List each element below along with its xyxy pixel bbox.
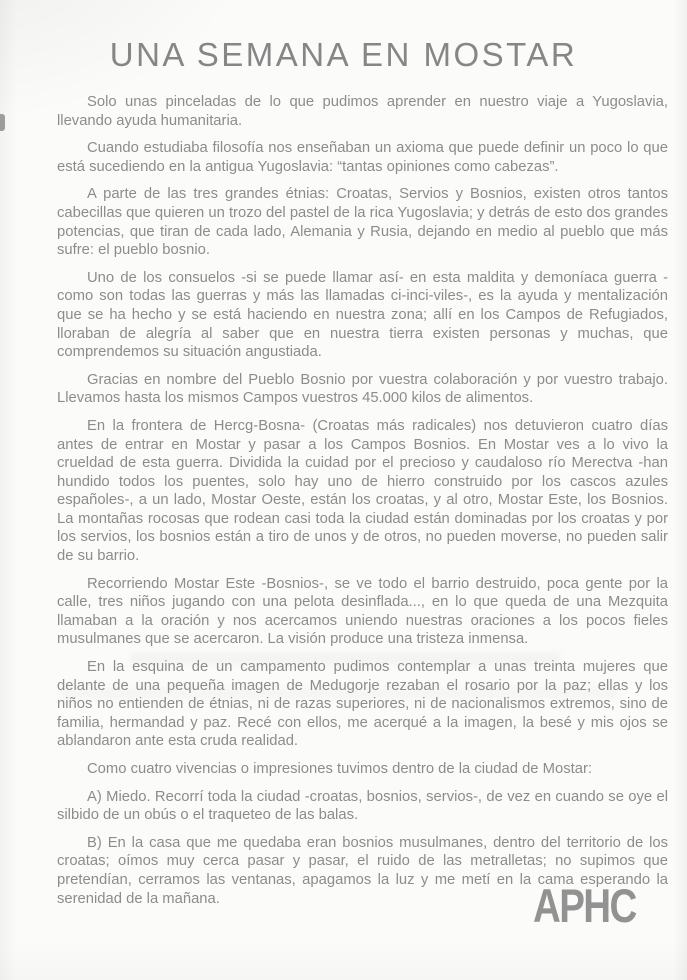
paragraph: Como cuatro vivencias o impresiones tuvimos dentro de la ciudad de Mostar:: [87, 761, 592, 777]
scan-smudge-artifact: [0, 114, 5, 131]
article-body: [57, 93, 668, 917]
paragraph: Recorriendo Mostar Este -Bosnios-, se ve todo el barrio destruido, poca gente por la calle, tres niños jugando con una pelota desinflada..., en lo que queda de una Mezquita llamaban a la oración y nos acercamos uniendo nuestras oraciones a los pocos fieles musulmanes que se acercaron. La visión produce una tristeza inmensa.: [57, 575, 668, 648]
paragraph: En la frontera de Hercg-Bosna- (Croatas más radicales) nos detuvieron cuatro días antes de entrar en Mostar y pasar a los Campos Bosnios. En Mostar ves a lo vivo la crueldad de esta guerra. Dividida la cuidad por el precioso y caudaloso río Merectva -han hundido todos los puentes, solo hay uno de hierro construido por los cascos azules españoles-, a un lado, Mostar Oeste, están los croatas, y al otro, Mostar Este, los Bosnios. La montañas rocosas que rodean casi toda la ciudad están dominadas por los croatas y por los servios, los bosnios están a tiro de unos y de otros, no pueden moverse, no pueden salir de su barrio.: [57, 417, 668, 565]
paragraph: Gracias en nombre del Pueblo Bosnio por vuestra colaboración y por vuestro trabajo. Llevamos hasta los mismos Campos vuestros 45.000 kilos de alimentos.: [57, 371, 668, 407]
scan-bleed-artifact: [62, 688, 617, 699]
paragraph: A) Miedo. Recorrí toda la ciudad -croatas, bosnios, servios-, de vez en cuando se oye el silbido de un obús o el traqueteo de las balas.: [57, 788, 668, 824]
paragraph: A parte de las tres grandes étnias: Croatas, Servios y Bosnios, existen otros tantos cabecillas que quieren un trozo del pastel de la rica Yugoslavia; y detrás de esto dos grandes potencias, que tiran de cada lado, Alemania y Rusia, dejando en medio al pueblo que más sufre: el pueblo bosnio.: [57, 186, 668, 259]
aphc-watermark: APHC: [533, 879, 636, 932]
paragraph: Cuando estudiaba filosofía nos enseñaban un axioma que puede definir un poco lo que está sucediendo en la antigua Yugoslavia: “tantas opiniones como cabezas”.: [57, 140, 668, 175]
paragraph: Uno de los consuelos -si se puede llamar así- en esta maldita y demoníaca guerra -como son todas las guerras y más las llamadas ci-inci-viles-, es la ayuda y mentalización que se ha hecho y se está haciendo en nuestra zona; allí en los Campos de Refugiados, lloraban de alegría al saber que en nuestra tierra existen personas y muchas, que comprendemos su situación angustiada.: [57, 269, 668, 361]
paragraph: Solo unas pinceladas de lo que pudimos aprender en nuestro viaje a Yugoslavia, llevando ayuda humanitaria.: [57, 94, 668, 129]
paragraph: En la esquina de un campamento pudimos contemplar a unas treinta mujeres que delante de una pequeña imagen de Medugorje rezaban el rosario por la paz; ellas y los niños no entienden de étnias, ni de razas superiores, ni de nacionalismos extremos, sino de familia, hermandad y paz. Recé con ellos, me acerqué a la imagen, la besé y mis ojos se ablandaron ante esta cruda realidad.: [57, 659, 668, 750]
page-title: UNA SEMANA EN MOSTAR: [109, 36, 578, 73]
scan-bleed-artifact: [130, 652, 560, 665]
paragraph: B) En la casa que me quedaba eran bosnios musulmanes, dentro del territorio de los croatas; oímos muy cerca pasar y pasar, el ruido de las metralletas; no supimos que pretendían, cerramos las ventanas, apagamos la luz y me metí en la cama esperando la serenidad de la mañana.: [57, 834, 668, 907]
